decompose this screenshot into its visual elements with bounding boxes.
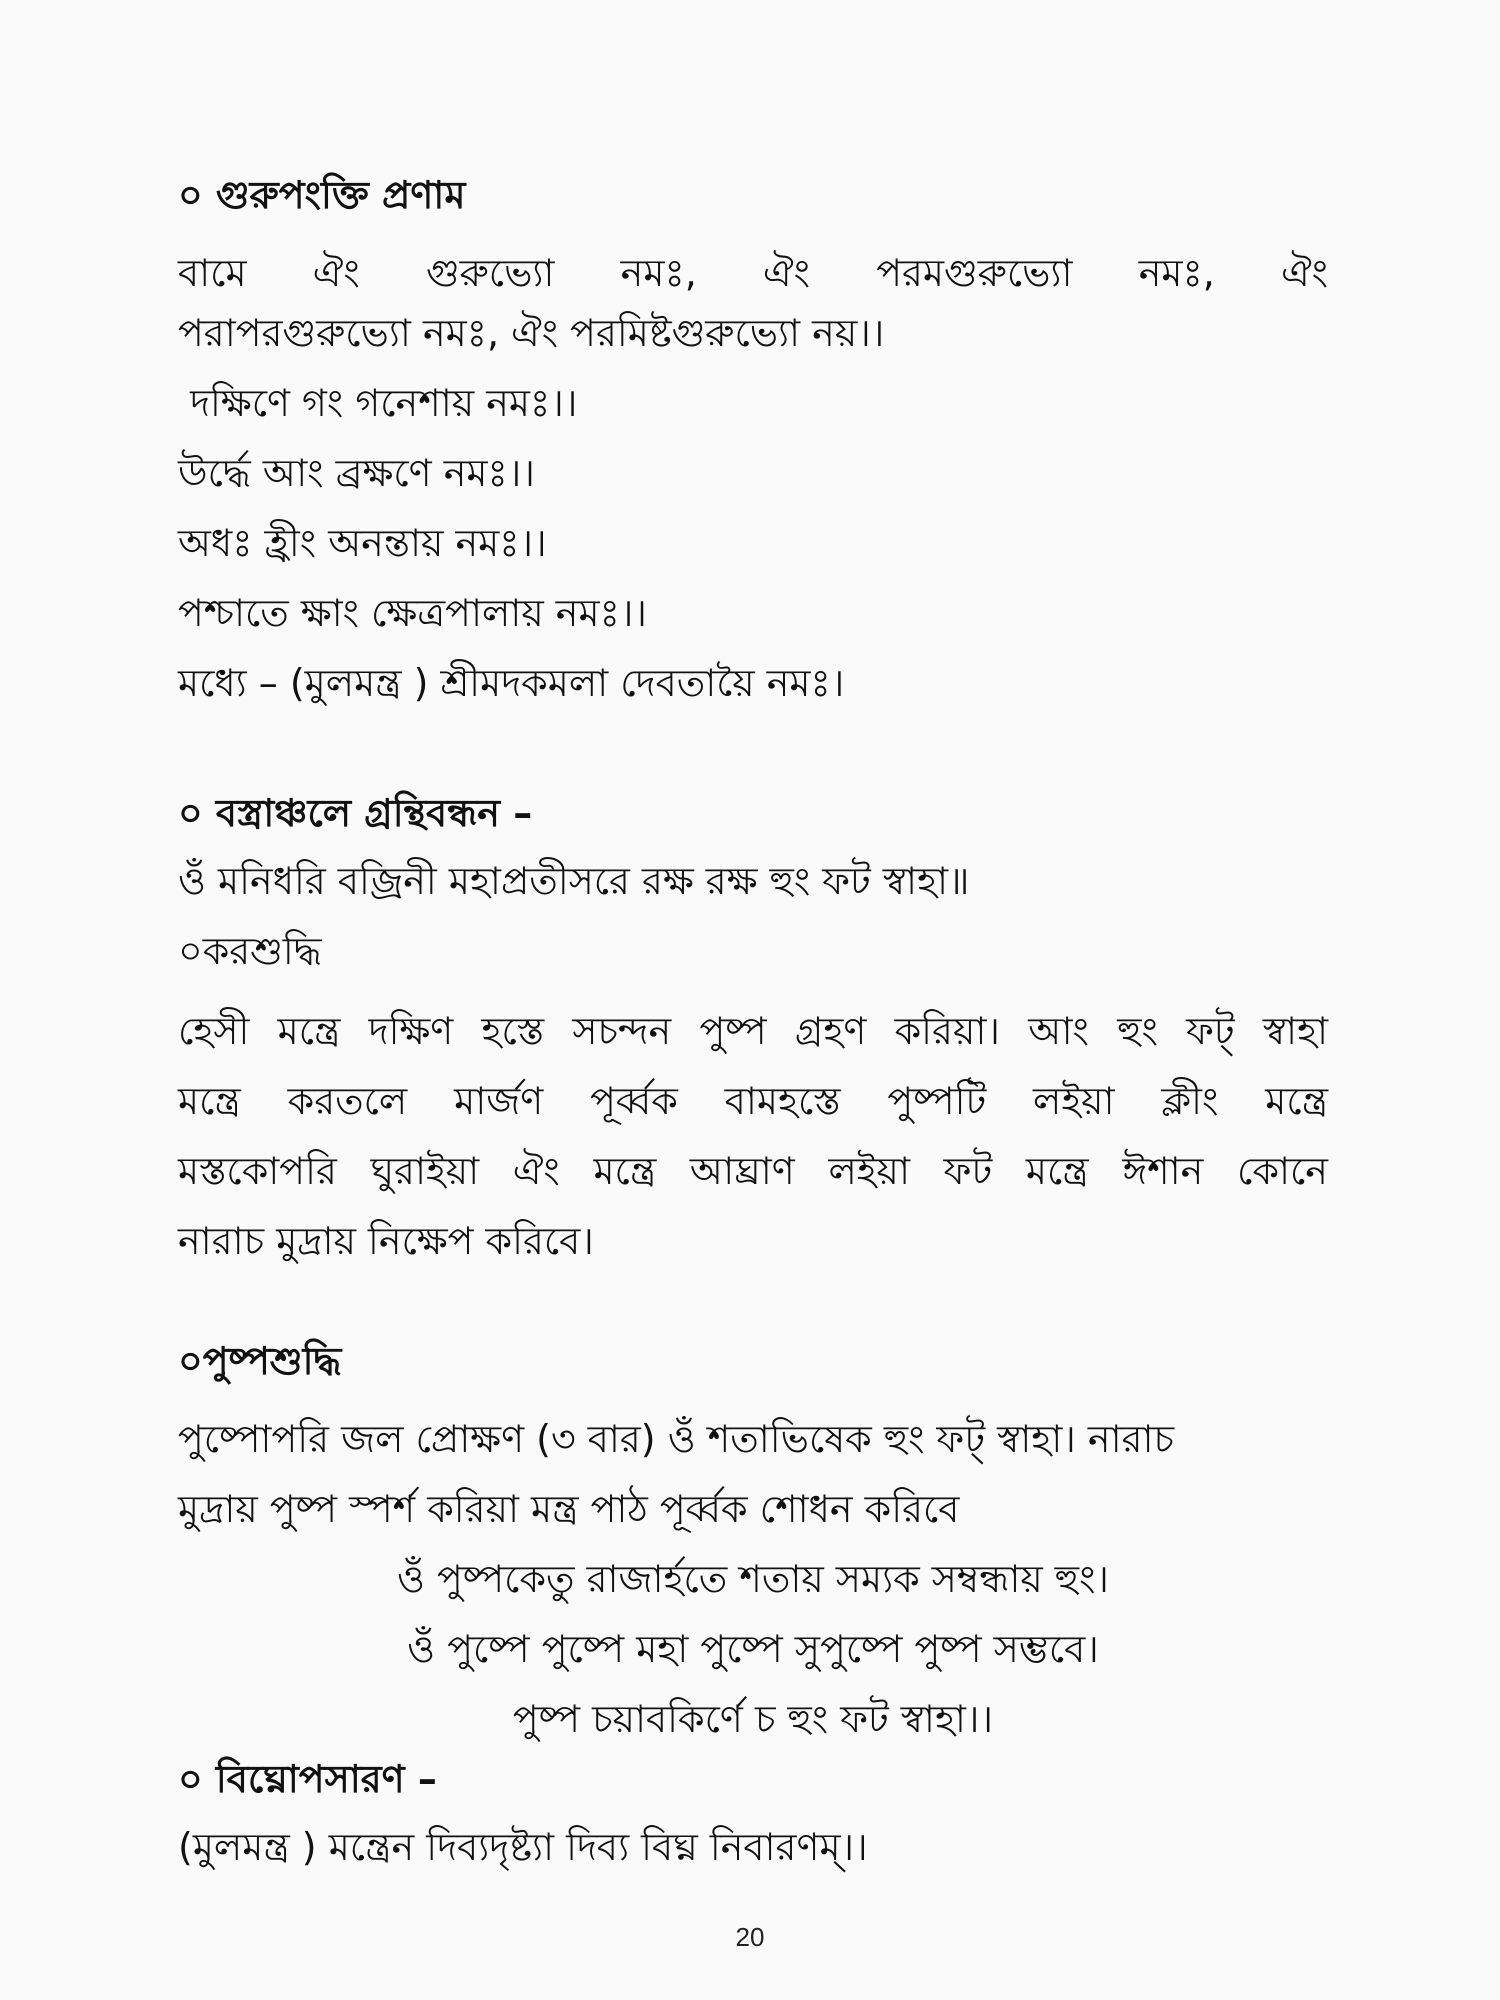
kara-line-3: মস্তকোপরি ঘুরাইয়া ঐং মন্ত্রে আঘ্রাণ লইয়া ফট মন্ত্রে ঈশান কোনে [178,1149,1328,1193]
guru-line-6: পশ্চাতে ক্ষাং ক্ষেত্রপালায় নমঃ।। [178,591,648,635]
vighna-line-1: (মুলমন্ত্র ) মন্ত্রেন দিব্যদৃষ্ট্যা দিব্য বিঘ্ন নিবারণম্।। [178,1825,868,1869]
pushpa-mantra-3: পুষ্প চয়াবকির্ণে চ হুং ফট স্বাহা।। [512,1697,994,1741]
bastra-line-1: ওঁ মনিধরি বজ্রিনী মহাপ্রতীসরে রক্ষ রক্ষ হুং ফট স্বাহা॥ [178,859,970,903]
section-title-bastra: ০ বস্ত্রাঞ্চলে গ্রন্থিবন্ধন – [178,791,533,835]
section-title-kara: ০করশুদ্ধি [178,929,322,973]
pushpa-mantra-2: ওঁ পুষ্পে পুষ্পে মহা পুষ্পে সুপুষ্পে পুষ্প সম্ভবে। [407,1627,1099,1671]
section-title-vighna: ০ বিঘ্নোপসারণ – [178,1757,437,1801]
guru-line-4: উর্দ্ধে আং ব্রক্ষণে নমঃ।। [178,451,535,495]
spacer [178,1276,1328,1336]
pushpa-mantra-1: ওঁ পুষ্পকেতু রাজার্হতে শতায় সম্যক সম্বন্ধায় হুং। [396,1557,1110,1601]
guru-line-2: পরাপরগুরুভ্যো নমঃ, ঐং পরমিষ্টগুরুভ্যো নয়।। [178,311,885,355]
kara-paragraph [178,996,1328,1276]
guru-line-1: বামে ঐং গুরুভ্যো নমঃ, ঐং পরমগুরুভ্যো নমঃ, ঐং [178,251,1328,295]
guru-line-5: অধঃ হ্রীং অনন্তায় নমঃ।। [178,521,547,565]
pushpa-paragraph [178,1404,1328,1544]
pushpa-line-1: পুষ্পোপরি জল প্রোক্ষণ (৩ বার) ওঁ শতাভিষেক হুং ফট্ স্বাহা। নারাচ [178,1417,1175,1461]
pushpa-line-2: মুদ্রায় পুষ্প স্পর্শ করিয়া মন্ত্র পাঠ পূর্ব্বক শোধন করিবে [178,1487,960,1531]
section-title-pushpa: ০পুষ্পশুদ্ধি [178,1339,342,1383]
kara-line-4: নারাচ মুদ্রায় নিক্ষেপ করিবে। [178,1219,594,1263]
section-title-guru: ০ গুরুপংক্তি প্রণাম [178,173,466,217]
guru-line-3: দক্ষিণে গং গনেশায় নমঃ।। [178,381,578,425]
kara-line-2: মন্ত্রে করতলে মার্জণ পূর্ব্বক বামহস্তে পুষ্পটি লইয়া ক্লীং মন্ত্রে [178,1079,1328,1123]
guru-line-7: মধ্যে – (মুলমন্ত্র ) শ্রীমদকমলা দেবতায়ৈ নমঃ। [178,661,845,705]
spacer [178,728,1328,788]
page-content [178,170,1328,1892]
page-number: 20 [735,1922,765,1952]
kara-line-1: হেসী মন্ত্রে দক্ষিণ হস্তে সচন্দন পুষ্প গ্রহণ করিয়া। আং হুং ফট্ স্বাহা [178,1009,1328,1053]
guru-paragraph [178,238,1328,308]
